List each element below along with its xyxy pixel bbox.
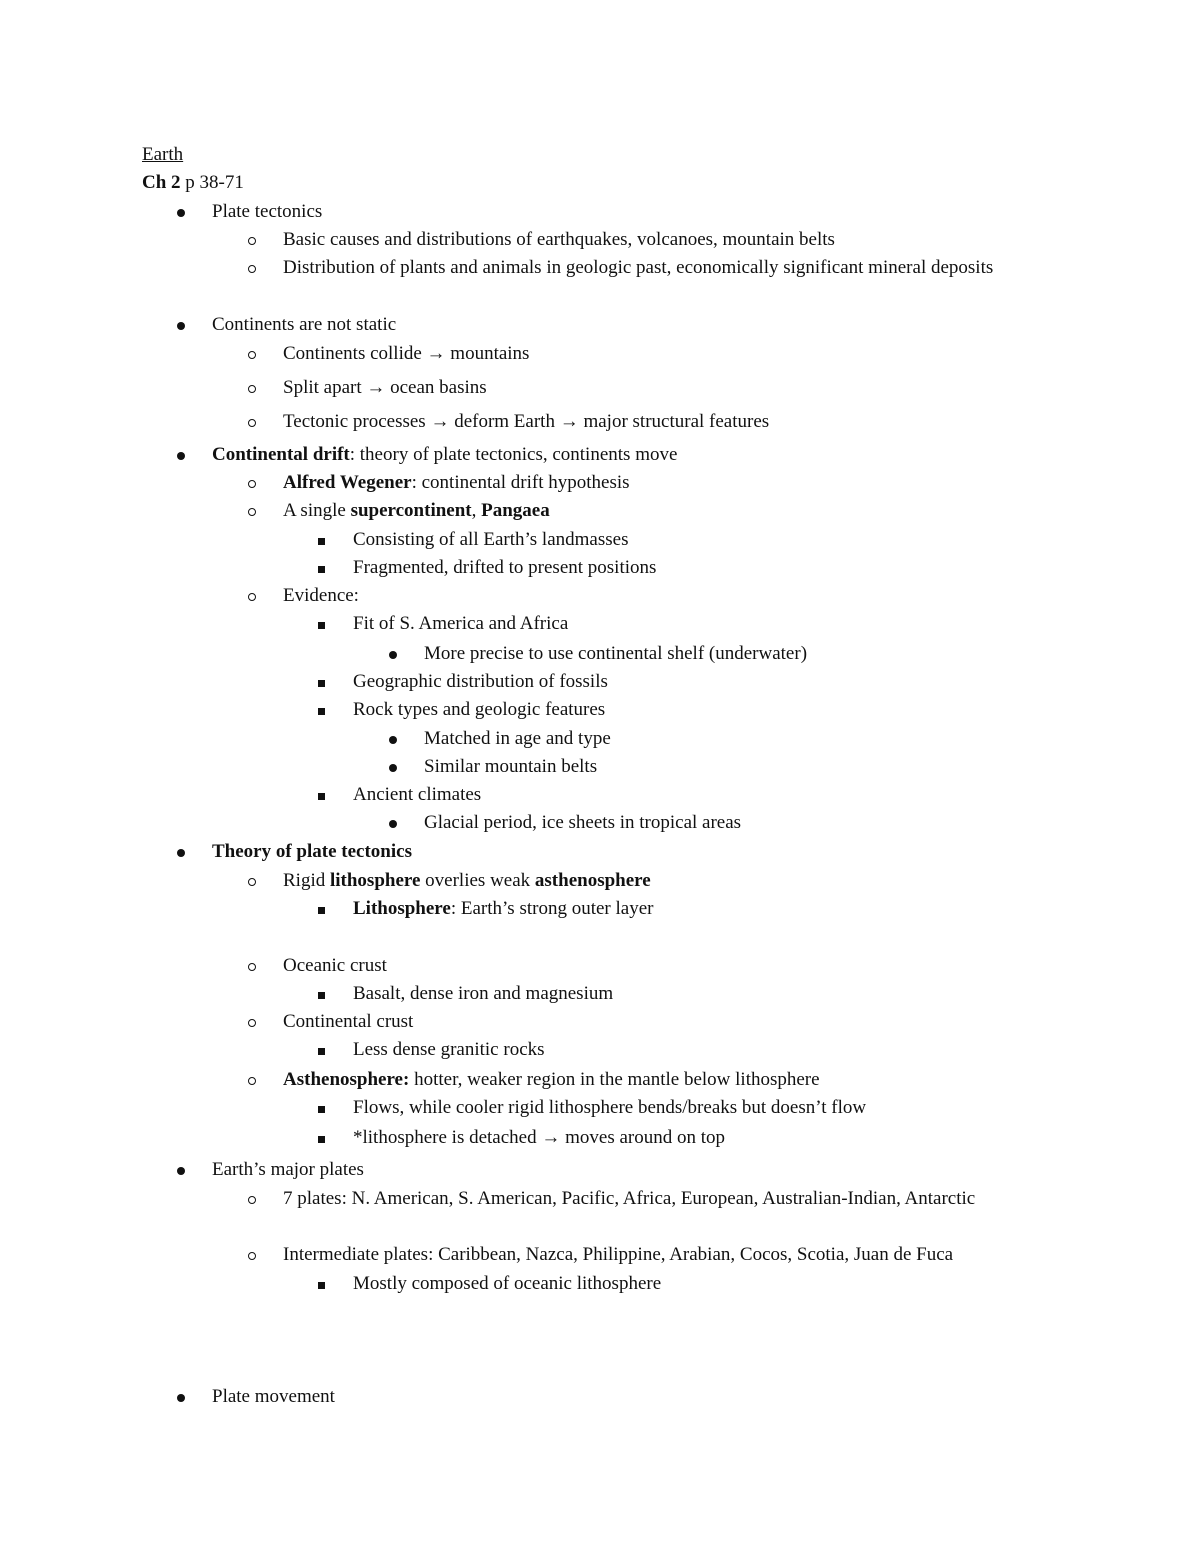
- square-bullet-icon: [318, 782, 325, 808]
- list-item-text: Plate movement: [212, 1386, 335, 1407]
- square-bullet-icon: [318, 555, 325, 581]
- list-item-text: Continents collide → mountains: [283, 343, 530, 364]
- list-item-text: Mostly composed of oceanic lithosphere: [353, 1273, 662, 1294]
- bullet-icon: [177, 839, 185, 865]
- list-item-text: Continents are not static: [212, 314, 397, 335]
- list-item-text: More precise to use continental shelf (underwater): [424, 643, 808, 664]
- definition: : theory of plate tectonics, continents move: [349, 444, 678, 465]
- list-item-text: Fragmented, drifted to present positions: [353, 557, 657, 578]
- term: Continental drift: [212, 444, 350, 465]
- chapter-label: Ch 2: [142, 172, 181, 193]
- square-bullet-icon: [318, 1095, 325, 1121]
- hollow-bullet-icon: [248, 470, 256, 496]
- list-item-text: [212, 442, 677, 468]
- square-bullet-icon: [318, 611, 325, 637]
- list-item-text: Geographic distribution of fossils: [353, 671, 608, 692]
- list-item-text: Continental crust: [283, 1011, 414, 1032]
- square-bullet-icon: [318, 981, 325, 1007]
- term: Lithosphere: [353, 898, 451, 919]
- hollow-bullet-icon: [248, 1009, 256, 1035]
- bullet-icon: [389, 754, 397, 780]
- list-item-text: Split apart → ocean basins: [283, 377, 487, 398]
- list-item-text: [283, 498, 550, 524]
- bullet-icon: [177, 1384, 185, 1410]
- list-item-text: Plate tectonics: [212, 201, 323, 222]
- list-item-text: Ancient climates: [353, 784, 482, 805]
- list-item-text: *lithosphere is detached → moves around on top: [353, 1127, 726, 1148]
- text-part: A single: [283, 500, 351, 521]
- square-bullet-icon: [318, 1125, 325, 1151]
- hollow-bullet-icon: [248, 953, 256, 979]
- list-item-text: Flows, while cooler rigid lithosphere bends/breaks but doesn’t flow: [353, 1097, 867, 1118]
- list-item-text: Intermediate plates: Caribbean, Nazca, Philippine, Arabian, Cocos, Scotia, Juan de Fuca: [283, 1244, 954, 1265]
- bullet-icon: [177, 1157, 185, 1183]
- page-title: Earth: [142, 144, 184, 165]
- list-item-text: Oceanic crust: [283, 955, 387, 976]
- list-item-text: Basic causes and distributions of earthquakes, volcanoes, mountain belts: [283, 229, 835, 250]
- term: lithosphere: [329, 870, 421, 891]
- term: asthenosphere: [534, 870, 651, 891]
- bullet-icon: [177, 442, 185, 468]
- definition: : continental drift hypothesis: [411, 472, 630, 493]
- hollow-bullet-icon: [248, 1242, 256, 1268]
- square-bullet-icon: [318, 697, 325, 723]
- square-bullet-icon: [318, 527, 325, 553]
- list-item-text: Basalt, dense iron and magnesium: [353, 983, 614, 1004]
- term: Alfred Wegener: [283, 472, 412, 493]
- bullet-icon: [177, 312, 185, 338]
- square-bullet-icon: [318, 1271, 325, 1297]
- term: supercontinent: [350, 500, 472, 521]
- hollow-bullet-icon: [248, 583, 256, 609]
- list-item-text: Glacial period, ice sheets in tropical areas: [424, 812, 742, 833]
- list-item-text: Evidence:: [283, 585, 359, 606]
- list-item-text: Distribution of plants and animals in geologic past, economically significant mineral deposits: [283, 257, 994, 278]
- list-item-text: 7 plates: N. American, S. American, Pacific, Africa, European, Australian-Indian, Antarctic: [283, 1188, 976, 1209]
- list-item-text: Earth’s major plates: [212, 1159, 364, 1180]
- text-part: ,: [471, 500, 482, 521]
- list-item-text: [283, 868, 651, 894]
- square-bullet-icon: [318, 896, 325, 922]
- term: Theory of plate tectonics: [212, 841, 412, 862]
- list-item-text: Matched in age and type: [424, 728, 611, 749]
- square-bullet-icon: [318, 1037, 325, 1063]
- list-item-text: [283, 470, 630, 496]
- list-item-text: Similar mountain belts: [424, 756, 598, 777]
- term: Pangaea: [481, 500, 550, 521]
- definition: hotter, weaker region in the mantle below lithosphere: [409, 1069, 820, 1090]
- bullet-icon: [389, 726, 397, 752]
- text-part: Rigid: [283, 870, 330, 891]
- hollow-bullet-icon: [248, 1186, 256, 1212]
- hollow-bullet-icon: [248, 868, 256, 894]
- list-item-text: Consisting of all Earth’s landmasses: [353, 529, 629, 550]
- list-item-text: Less dense granitic rocks: [353, 1039, 545, 1060]
- list-item-text: Rock types and geologic features: [353, 699, 606, 720]
- bullet-icon: [389, 641, 397, 667]
- chapter-pages: p 38-71: [180, 172, 244, 193]
- hollow-bullet-icon: [248, 375, 256, 401]
- chapter-heading: [142, 170, 244, 196]
- list-item-text: Fit of S. America and Africa: [353, 613, 569, 634]
- list-item-text: [283, 1067, 820, 1093]
- hollow-bullet-icon: [248, 341, 256, 367]
- list-item-text: [212, 839, 412, 865]
- square-bullet-icon: [318, 669, 325, 695]
- list-item-text: Tectonic processes → deform Earth → major structural features: [283, 411, 770, 432]
- term: Asthenosphere:: [283, 1069, 410, 1090]
- hollow-bullet-icon: [248, 409, 256, 435]
- hollow-bullet-icon: [248, 498, 256, 524]
- bullet-icon: [389, 810, 397, 836]
- hollow-bullet-icon: [248, 227, 256, 253]
- bullet-icon: [177, 199, 185, 225]
- hollow-bullet-icon: [248, 1067, 256, 1093]
- list-item-text: [353, 896, 653, 922]
- definition: : Earth’s strong outer layer: [450, 898, 654, 919]
- text-part: overlies weak: [420, 870, 535, 891]
- hollow-bullet-icon: [248, 255, 256, 281]
